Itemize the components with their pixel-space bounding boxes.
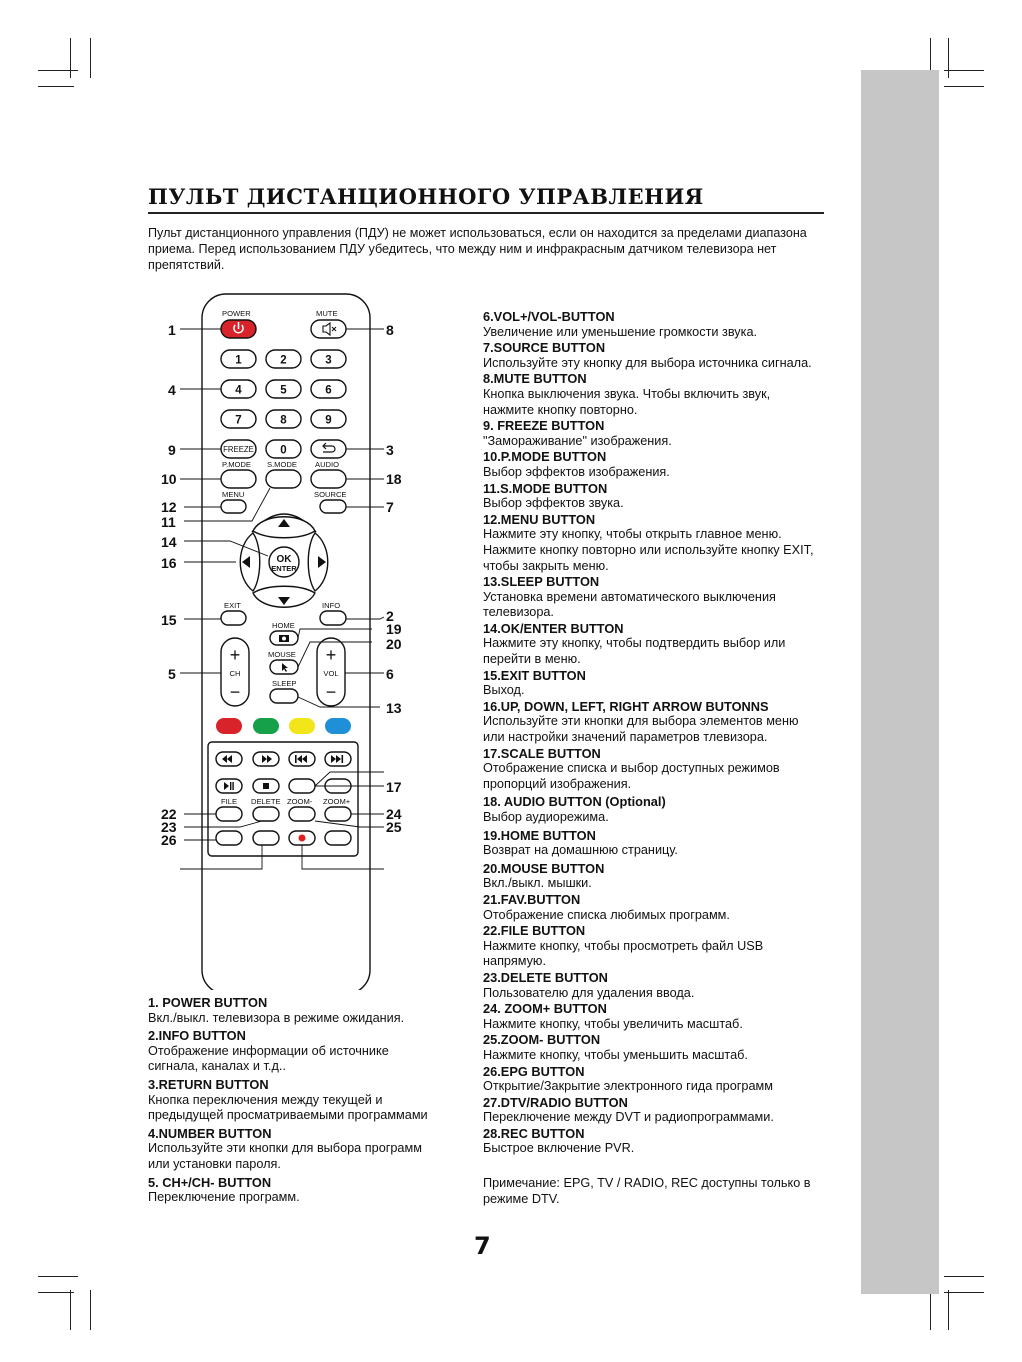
crop-mark	[38, 86, 74, 87]
dtv-note: Примечание: EPG, TV / RADIO, REC доступны только в режиме DTV.	[483, 1176, 811, 1206]
crop-mark	[70, 38, 71, 78]
item-description: Быстрое включение PVR.	[483, 1141, 635, 1156]
list-item	[483, 512, 833, 574]
intro-paragraph: Пульт дистанционного управления (ПДУ) не может использоваться, если он находится за пределами диапазона приема. Перед использованием ПДУ убедитесь, что между ним и инфракрасным датчиком телевизора нет препятствий.	[148, 226, 807, 272]
item-description: Установка времени автоматического выключения телевизора.	[483, 589, 776, 620]
item-heading: 13.SLEEP BUTTON	[483, 574, 600, 590]
crop-mark	[944, 1276, 984, 1277]
callout-2: 2	[386, 608, 394, 624]
dtv-radio-button	[253, 831, 279, 845]
item-heading: 24. ZOOM+ BUTTON	[483, 1001, 607, 1017]
item-heading: 11.S.MODE BUTTON	[483, 480, 608, 496]
return-button	[311, 440, 346, 458]
list-item	[483, 1064, 833, 1095]
list-item	[483, 861, 833, 892]
list-item	[483, 371, 833, 418]
home-icon	[279, 635, 289, 642]
crop-mark	[944, 86, 984, 87]
red-button	[216, 718, 242, 734]
item-description: Увеличение или уменьшение громкости звука.	[483, 324, 758, 339]
item-description: Выбор аудиорежима.	[483, 810, 609, 824]
audio-button	[311, 470, 346, 488]
zoom-minus-label: ZOOM-	[287, 797, 313, 806]
digit-7: 7	[235, 414, 242, 427]
list-item	[483, 449, 833, 480]
callout-12: 12	[161, 499, 177, 515]
home-label: HOME	[272, 621, 295, 630]
item-description: Используйте эти кнопки для выбора элементов меню или настройки значений параметров тлевизора.	[483, 714, 799, 745]
item-description: Используйте эту кнопку для выбора источника сигнала.	[483, 355, 812, 370]
yellow-button	[289, 718, 315, 734]
digit-6: 6	[325, 384, 332, 397]
callout-6: 6	[386, 666, 394, 682]
info-button	[320, 611, 346, 625]
item-heading: 22.FILE BUTTON	[483, 923, 586, 939]
sleep-label: SLEEP	[272, 679, 297, 688]
item-heading: 17.SCALE BUTTON	[483, 745, 601, 761]
zoom-minus-button	[289, 807, 315, 821]
digit-4: 4	[235, 384, 242, 397]
item-description: Нажмите кнопку, чтобы просмотреть файл USB напрямую.	[483, 938, 764, 969]
digit-1: 1	[235, 354, 242, 367]
digit-8: 8	[280, 414, 287, 427]
item-description: Возврат на домашнюю страницу.	[483, 843, 678, 858]
item-description: Нажмите кнопку, чтобы уменьшить масштаб.	[483, 1047, 748, 1062]
item-description: Открытие/Закрытие электронного гида программ	[483, 1079, 773, 1094]
callout-5: 5	[168, 666, 176, 682]
list-item	[483, 746, 833, 793]
smode-label: S.MODE	[267, 460, 297, 469]
item-description: Выбор эффектов изображения.	[483, 464, 670, 479]
item-description: Выход.	[483, 683, 525, 698]
enter-label: ENTER	[271, 564, 297, 573]
item-heading: 7.SOURCE BUTTON	[483, 340, 606, 356]
left-description-column	[148, 995, 448, 1207]
item-heading: 14.OK/ENTER BUTTON	[483, 620, 624, 636]
item-description: "Замораживание" изображения.	[483, 433, 672, 448]
vol-plus: +	[325, 645, 337, 665]
item-heading: 26.EPG BUTTON	[483, 1063, 585, 1079]
crop-mark	[90, 1290, 91, 1330]
ch-label: CH	[229, 669, 241, 678]
item-heading: 1. POWER BUTTON	[148, 995, 268, 1010]
pmode-label: P.MODE	[222, 460, 251, 469]
item-description: Отображение списка любимых программ.	[483, 907, 730, 922]
item-heading: 15.EXIT BUTTON	[483, 667, 586, 683]
list-item	[148, 1077, 448, 1124]
list-item	[483, 340, 833, 371]
item-heading: 3.RETURN BUTTON	[148, 1076, 269, 1092]
stop-icon	[263, 783, 269, 789]
callout-13: 13	[386, 700, 402, 716]
delete-label: DELETE	[251, 797, 281, 806]
list-item	[483, 794, 833, 825]
file-label: FILE	[221, 797, 238, 806]
callout-19: 19	[386, 621, 402, 637]
list-item	[483, 418, 833, 449]
title-rule	[148, 212, 824, 214]
item-heading: 23.DELETE BUTTON	[483, 969, 608, 985]
list-item	[148, 1175, 448, 1206]
callout-25: 25	[386, 819, 402, 835]
freeze-label: FREEZE	[223, 445, 254, 454]
item-description: Переключение программ.	[148, 1190, 300, 1205]
list-item	[483, 1001, 833, 1032]
menu-label: MENU	[222, 490, 245, 499]
delete-button	[253, 807, 279, 821]
crop-mark	[38, 1276, 78, 1277]
callout-16: 16	[161, 555, 177, 571]
item-heading: 9. FREEZE BUTTON	[483, 418, 605, 434]
callout-20: 20	[386, 636, 402, 652]
list-item	[483, 970, 833, 1001]
page-title: ПУЛЬТ ДИСТАНЦИОННОГО УПРАВЛЕНИЯ	[148, 184, 704, 209]
callout-26: 26	[161, 832, 177, 848]
callout-1: 1	[168, 322, 176, 338]
item-description: Кнопка выключения звука. Чтобы включить звук, нажмите кнопку повторно.	[483, 386, 771, 417]
item-heading: 10.P.MODE BUTTON	[483, 449, 607, 465]
crop-mark	[948, 1290, 949, 1330]
list-item	[483, 1126, 833, 1157]
item-heading: 28.REC BUTTON	[483, 1125, 585, 1141]
crop-mark	[944, 70, 984, 71]
crop-mark	[38, 1292, 74, 1293]
crop-mark	[38, 70, 78, 71]
callout-22: 22	[161, 806, 177, 822]
ch-plus: +	[229, 645, 241, 665]
callout-23: 23	[161, 819, 177, 835]
page-number: 7	[474, 1232, 491, 1260]
item-heading: 27.DTV/RADIO BUTTON	[483, 1094, 628, 1110]
rec-icon	[299, 835, 306, 842]
item-heading: 25.ZOOM- BUTTON	[483, 1032, 601, 1048]
smode-button	[266, 470, 301, 488]
item-description: Кнопка переключения между текущей и предыдущей просматриваемыми программами	[148, 1092, 428, 1123]
item-heading: 21.FAV.BUTTON	[483, 891, 581, 907]
digit-3: 3	[325, 354, 332, 367]
callout-7: 7	[386, 499, 394, 515]
item-heading: 16.UP, DOWN, LEFT, RIGHT ARROW BUTONNS	[483, 698, 769, 714]
callout-4: 4	[168, 382, 176, 398]
crop-mark	[930, 1290, 931, 1330]
list-item	[483, 699, 833, 746]
item-description: Переключение между DVT и радиопрограммами.	[483, 1110, 774, 1125]
item-description: Нажмите кнопку, чтобы увеличить масштаб.	[483, 1016, 743, 1031]
green-button	[253, 718, 279, 734]
callout-17: 17	[386, 779, 402, 795]
list-item	[483, 923, 833, 970]
callout-14: 14	[161, 534, 177, 550]
list-item	[148, 1126, 448, 1173]
zoom-plus-button	[325, 807, 351, 821]
item-heading: 12.MENU BUTTON	[483, 511, 596, 527]
list-item	[483, 1032, 833, 1063]
epg-button	[216, 831, 242, 845]
sleep-button	[270, 689, 298, 703]
crop-mark	[948, 38, 949, 78]
item-heading: 4.NUMBER BUTTON	[148, 1125, 272, 1141]
item-description: Нажмите эту кнопку, чтобы открыть главное меню. Нажмите кнопку повторно или используйте кнопку EXIT, чтобы закрыть меню.	[483, 527, 814, 573]
source-label: SOURCE	[314, 490, 347, 499]
sidebar-band	[861, 70, 939, 1294]
mouse-label: MOUSE	[268, 650, 296, 659]
exit-label: EXIT	[224, 601, 241, 610]
power-label: POWER	[222, 309, 251, 318]
crop-mark	[70, 1290, 71, 1330]
vol-label: VOL	[323, 669, 339, 678]
callout-3: 3	[386, 442, 394, 458]
zoom-plus-label: ZOOM+	[323, 797, 351, 806]
item-heading: 6.VOL+/VOL-BUTTON	[483, 309, 615, 324]
exit-button	[221, 611, 246, 625]
mute-label: MUTE	[316, 309, 338, 318]
item-description: Используйте эти кнопки для выбора программ или установки пароля.	[148, 1141, 422, 1171]
item-heading: 2.INFO BUTTON	[148, 1028, 246, 1044]
list-item	[483, 574, 833, 621]
item-heading: 8.MUTE BUTTON	[483, 371, 587, 387]
list-item	[148, 995, 448, 1026]
list-item	[483, 309, 833, 340]
list-item	[483, 621, 833, 668]
callout-10: 10	[161, 471, 177, 487]
list-item	[148, 1028, 448, 1075]
callout-9: 9	[168, 442, 176, 458]
remote-diagram	[150, 290, 410, 990]
list-item	[483, 1095, 833, 1126]
item-description: Пользователю для удаления ввода.	[483, 985, 695, 1000]
item-description: Отображение списка и выбор доступных режимов пропорций изображения.	[483, 761, 780, 791]
crop-mark	[944, 1292, 984, 1293]
scale-button	[289, 779, 315, 793]
list-item	[483, 481, 833, 512]
file-button	[216, 807, 242, 821]
list-item	[483, 668, 833, 699]
callout-18: 18	[386, 471, 402, 487]
list-item	[483, 828, 833, 859]
digit-2: 2	[280, 354, 287, 367]
callout-11: 11	[161, 514, 176, 530]
right-description-column	[483, 309, 833, 1157]
callout-8: 8	[386, 322, 394, 338]
audio-label: AUDIO	[315, 460, 340, 469]
item-description: Вкл./выкл. мышки.	[483, 876, 592, 891]
item-heading: 20.MOUSE BUTTON	[483, 860, 605, 876]
callout-15: 15	[161, 612, 177, 628]
info-label: INFO	[322, 601, 341, 610]
unlabeled-button	[325, 831, 351, 845]
pmode-button	[221, 470, 256, 488]
ok-label: OK	[276, 554, 292, 565]
item-description: Вкл./выкл. телевизора в режиме ожидания.	[148, 1010, 405, 1025]
item-description: Нажмите эту кнопку, чтобы подтвердить выбор или перейти в меню.	[483, 636, 786, 667]
digit-5: 5	[280, 384, 287, 397]
item-heading: 5. CH+/CH- BUTTON	[148, 1174, 272, 1190]
ch-minus: −	[229, 682, 241, 702]
item-description: Выбор эффектов звука.	[483, 496, 624, 511]
digit-9: 9	[325, 414, 332, 427]
callout-24: 24	[386, 806, 402, 822]
mute-button	[311, 320, 346, 338]
digit-0: 0	[280, 444, 287, 457]
list-item	[483, 892, 833, 923]
item-heading: 18. AUDIO BUTTON (Optional)	[483, 794, 666, 810]
crop-mark	[90, 38, 91, 78]
vol-minus: −	[325, 682, 337, 702]
item-description: Отображение информации об источнике сигнала, каналах и т.д..	[148, 1043, 389, 1074]
item-heading: 19.HOME BUTTON	[483, 827, 596, 843]
source-button	[320, 500, 346, 513]
blue-button	[325, 718, 351, 734]
menu-button	[221, 500, 246, 513]
